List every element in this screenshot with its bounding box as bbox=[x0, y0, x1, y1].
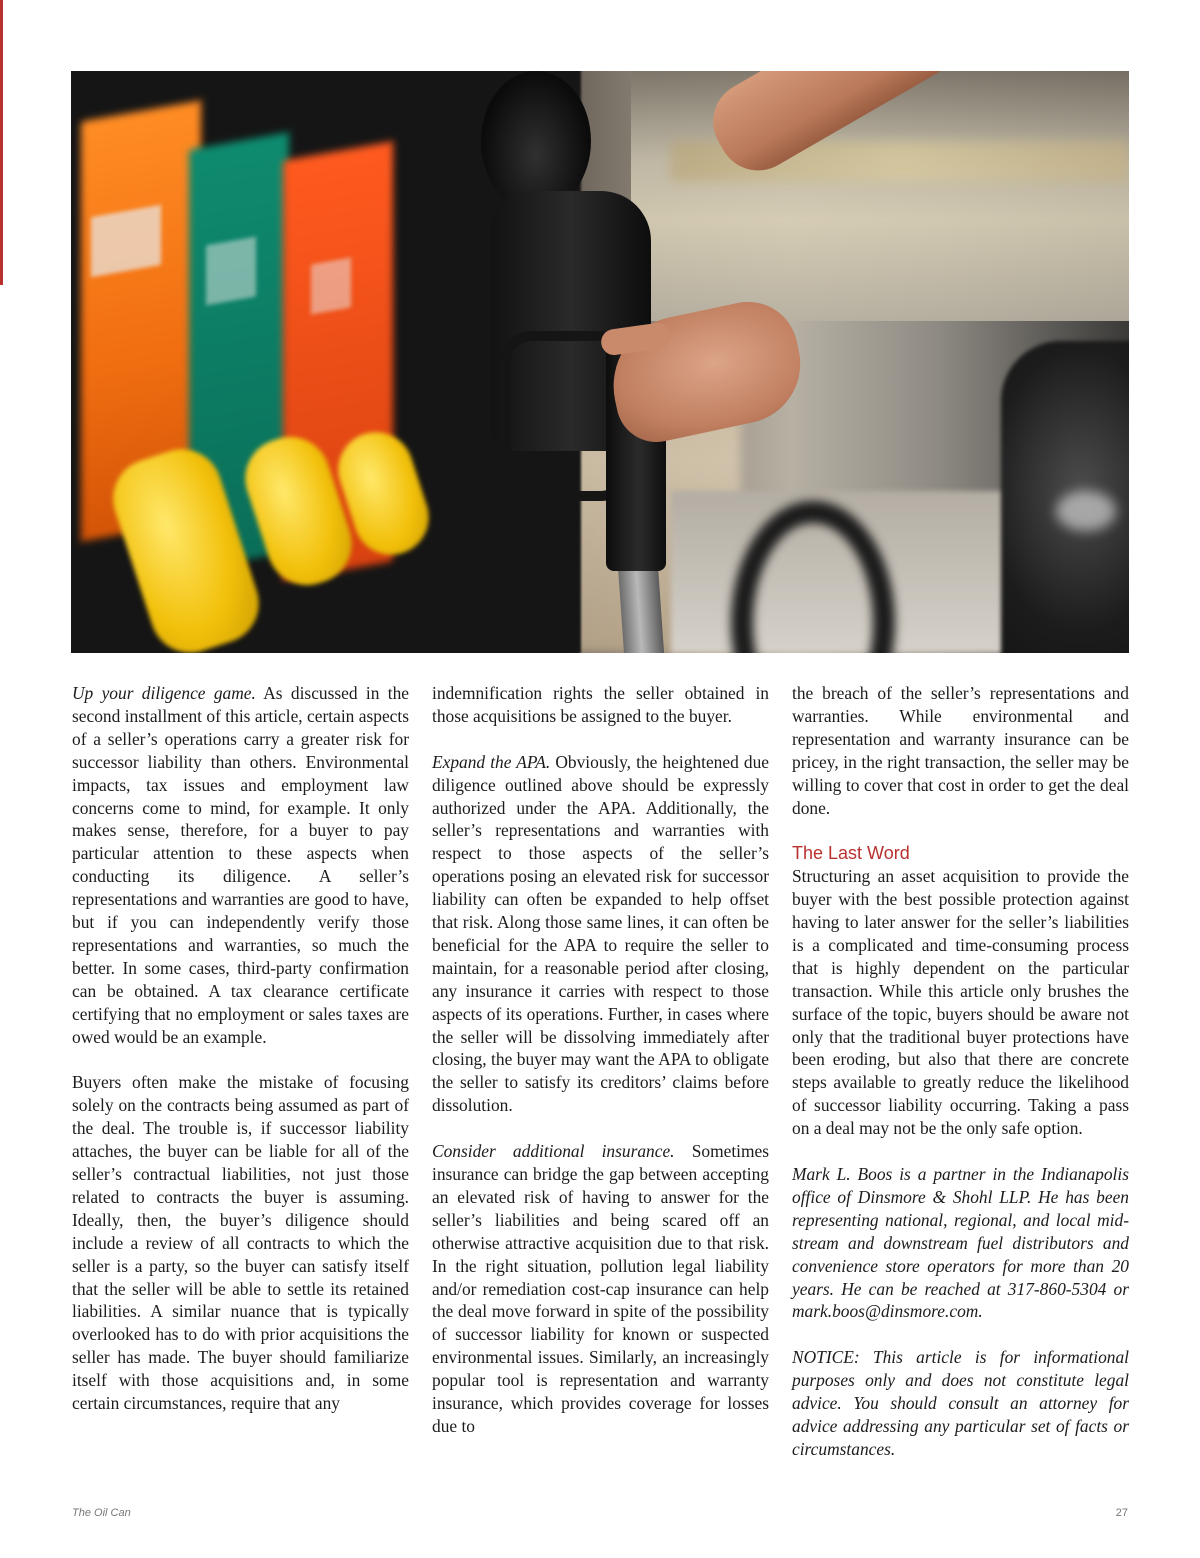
paragraph-insurance: Consider additional insurance. Sometimes insurance can bridge the gap between accepting an elevated risk of having to answer for the seller’s liabilities and being scared off an otherwise attractive acquisition due to that risk. In the right situation, pollution legal liability and/or remediation cost-cap insurance can help the deal move forward in spite of the possibility of successor liability for known or suspected environmental issues. Similarly, an increasingly popular tool is representation and warranty insurance, which provides coverage for losses due to bbox=[432, 1141, 770, 1436]
paragraph-breach: the breach of the seller’s representations and warranties. While environmental and representation and warranty insurance can be pricey, in the right transaction, the seller may be willing to cover that cost in order to get the deal done. bbox=[792, 683, 1129, 818]
paragraph-lead: Consider additional insurance. bbox=[432, 1141, 675, 1162]
fuel-pump-photo bbox=[71, 71, 1129, 653]
section-heading: The Last Word bbox=[792, 843, 910, 864]
paragraph-expand-apa: Expand the APA. Obviously, the heightened due diligence outlined above should be expressly authorized under the APA. Additionally, the seller’s representations and warranties with respect to those aspects of the seller’s operations posing an elevated risk for successor liability can often be expanded to help offset that risk. Along those same lines, it can often be beneficial for the APA to require the seller to maintain, for a reasonable period after closing, any insurance it carries with respect to those aspects of its operations. Further, in cases where the seller will be dissolving immediately after closing, the buyer may want the APA to obligate the seller to satisfy its creditors’ claims before dissolution. bbox=[432, 751, 769, 1116]
paragraph-indemnification: indemnification rights the seller obtained in those acquisitions be assigned to the buyer. bbox=[432, 683, 769, 726]
page-number: 27 bbox=[1115, 1507, 1128, 1519]
paragraph-contracts: Buyers often make the mistake of focusing solely on the contracts being assumed as part of the deal. The trouble is, if successor liability attaches, the buyer can be liable for all of the seller’s contractual liabilities, not just those related to contracts the buyer is assuming. Ideally, then, the buyer’s diligence should include a review of all contracts to which the seller is a party, so the buyer can satisfy itself that the seller will be able to settle its retained liabilities. A similar nuance that is typically overlooked has to do with prior acquisitions the seller has made. The buyer should familiarize itself with those acquisitions and, in some certain circumstances, require that any bbox=[72, 1072, 409, 1414]
article-column-2 bbox=[432, 682, 769, 1438]
paragraph-lead: Expand the APA. bbox=[432, 751, 551, 772]
publication-name: The Oil Can bbox=[72, 1507, 131, 1519]
author-bio: Mark L. Boos is a partner in the Indianapolis office of Dinsmore & Shohl LLP. He has been representing national, regional, and local mid-stream and downstream fuel distributors and convenience store operators for more than 20 years. He can be reached at 317-860-5304 or mark.boos@dinsmore.com. bbox=[792, 1164, 1129, 1322]
margin-accent-rule bbox=[0, 0, 3, 285]
legal-notice: NOTICE: This article is for informational purposes only and does not constitute legal advice. You should consult an attorney for advice addressing any particular set of facts or circumstances. bbox=[792, 1347, 1129, 1459]
paragraph-lead: Up your diligence game. bbox=[72, 683, 256, 703]
paragraph-conclusion: Structuring an asset acquisition to provide the buyer with the best possible protection against having to later answer for the seller’s liabilities is a complicated and time-consuming process that is highly dependent on the particular transaction. While this article only brushes the surface of the topic, buyers should be aware not only that the traditional buyer protections have been eroding, but also that there are concrete steps available to greatly reduce the likelihood of successor liability occurring. Taking a pass on a deal may not be the only safe option. bbox=[792, 866, 1129, 1139]
paragraph-diligence: Up your diligence game. As discussed in the second installment of this article, certain aspects of a seller’s operations carry a greater risk for successor liability than others. Environmental impacts, tax issues and employment law concerns come to mind, for example. It only makes sense, therefore, for a buyer to pay particular attention to these aspects when conducting its diligence. A seller’s representations and warranties are good to have, but if you can independently verify those representations and warranties, so much the better. In some cases, third-party confirmation can be obtained. A tax clearance certificate certifying that no employment or sales taxes are owed would be an example. bbox=[72, 683, 409, 1047]
article-column-3 bbox=[792, 682, 1129, 1461]
article-column-1 bbox=[72, 682, 409, 1415]
